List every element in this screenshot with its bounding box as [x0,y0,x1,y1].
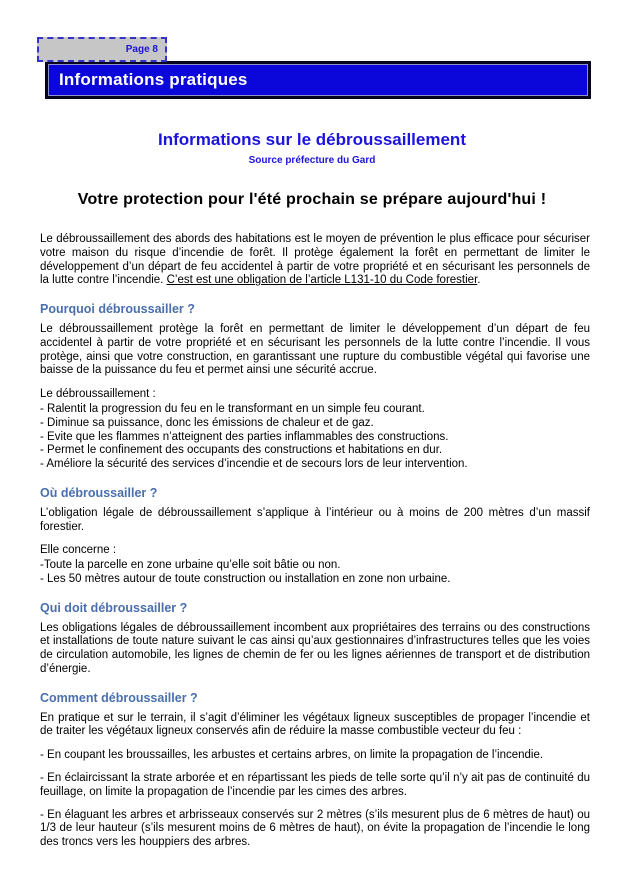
list-item: - En élaguant les arbres et arbrisseaux conservés sur 2 mètres (s’ils mesurent plus de 6 mètres de haut) ou 1/3 de leur hauteur (s’ils mesurent moins de 6 mètres de haut), on évite la propagation de l’incendie le long des troncs vers les houppiers des arbres. [40,808,590,849]
section-paragraph: En pratique et sur le terrain, il s’agit d’éliminer les végétaux ligneux susceptibles de propager l’incendie et de traiter les végétaux ligneux conservés afin de réduire la masse combustible vecteur du feu : [40,711,590,738]
section-paragraph: Les obligations légales de débroussaillement incombent aux propriétaires des terrains ou des constructions et installations de toute nature suivant le cas ainsi qu’aux gestionnaires d’infrastructures telles que les voies de circulation automobile, les lignes de chemin de fer ou les lignes aériennes de transport et de distribution d’énergie. [40,621,590,675]
section-heading: Où débroussailler ? [40,485,158,500]
page-number-label: Page 8 [125,44,158,55]
section-banner [45,61,591,99]
banner-title: Informations pratiques [59,70,248,89]
article-headline: Votre protection pour l'été prochain se prépare aujourd'hui ! [77,191,547,208]
intro-text: Le débroussaillement des abords des habitations est le moyen de prévention le plus efficace pour sécuriser votre maison du risque d’incendie de forêt. Il protège également la forêt en permettant de limiter le développement d’un départ de feu accidentel à partir de votre propriété et en sécurisant les personnels de la lutte contre l’incendie. [40,233,590,287]
section-paragraph: L’obligation légale de débroussaillement s’applique à l’intérieur ou à moins de 200 mètres d’un massif forestier. [40,506,590,533]
article-title: Informations sur le débroussaillement [158,130,466,149]
bullet-list [40,749,590,850]
section-heading: Qui doit débroussailler ? [40,600,188,615]
list-item: - En coupant les broussailles, les arbustes et certains arbres, on limite la propagation de l’incendie. [40,749,544,762]
bullet-list [40,403,590,472]
section-comment-debroussailler [40,692,590,850]
section-ou-debroussailler [40,487,590,587]
intro-paragraph [40,233,590,288]
article-body [40,233,590,850]
list-lead-in: Elle concerne : [40,544,117,557]
list-item: - Permet le confinement des occupants des constructions et habitations en dur. [40,444,443,457]
list-item: -Toute la parcelle en zone urbaine qu’elle soit bâtie ou non. [40,559,341,572]
list-item: - En éclaircissant la strate arborée et en répartissant les pieds de telle sorte qu’il n’y ait pas de continuité du feuillage, on limite la propagation de l’incendie par les cimes des arbres. [40,771,590,798]
page-number-tab [37,37,167,62]
article-source: Source préfecture du Gard [248,155,376,166]
list-item: - Evite que les flammes n’atteignent des parties inflammables des constructions. [40,430,449,443]
list-item: - Les 50 mètres autour de toute construction ou installation en zone non urbaine. [40,572,451,585]
section-heading: Pourquoi débroussailler ? [40,302,195,317]
legal-reference-link[interactable]: C’est est une obligation de l’article L131-10 du Code forestier [166,274,478,287]
list-item: - Améliore la sécurité des services d’incendie et de secours lors de leur intervention. [40,458,468,471]
list-lead-in: Le débroussaillement : [40,388,156,401]
section-paragraph: Le débroussaillement protège la forêt en permettant de limiter le développement d’un départ de feu accidentel à partir de votre propriété et en sécurisant les personnels de la lutte contre l’incendie. Il vous protège, ainsi que votre construction, en garantissant une rupture du combustible végétal qui favorise une baisse de la puissance du feu et permet ainsi une sécurité accrue. [40,322,590,377]
intro-period: . [477,274,481,287]
list-item: - Diminue sa puissance, donc les émissions de chaleur et de gaz. [40,416,374,429]
bullet-list [40,559,590,587]
section-heading: Comment débroussailler ? [40,690,198,705]
section-pourquoi-debroussailler [40,303,590,472]
section-qui-doit-debroussailler [40,602,590,677]
list-item: - Ralentit la progression du feu en le transformant en un simple feu courant. [40,402,425,415]
